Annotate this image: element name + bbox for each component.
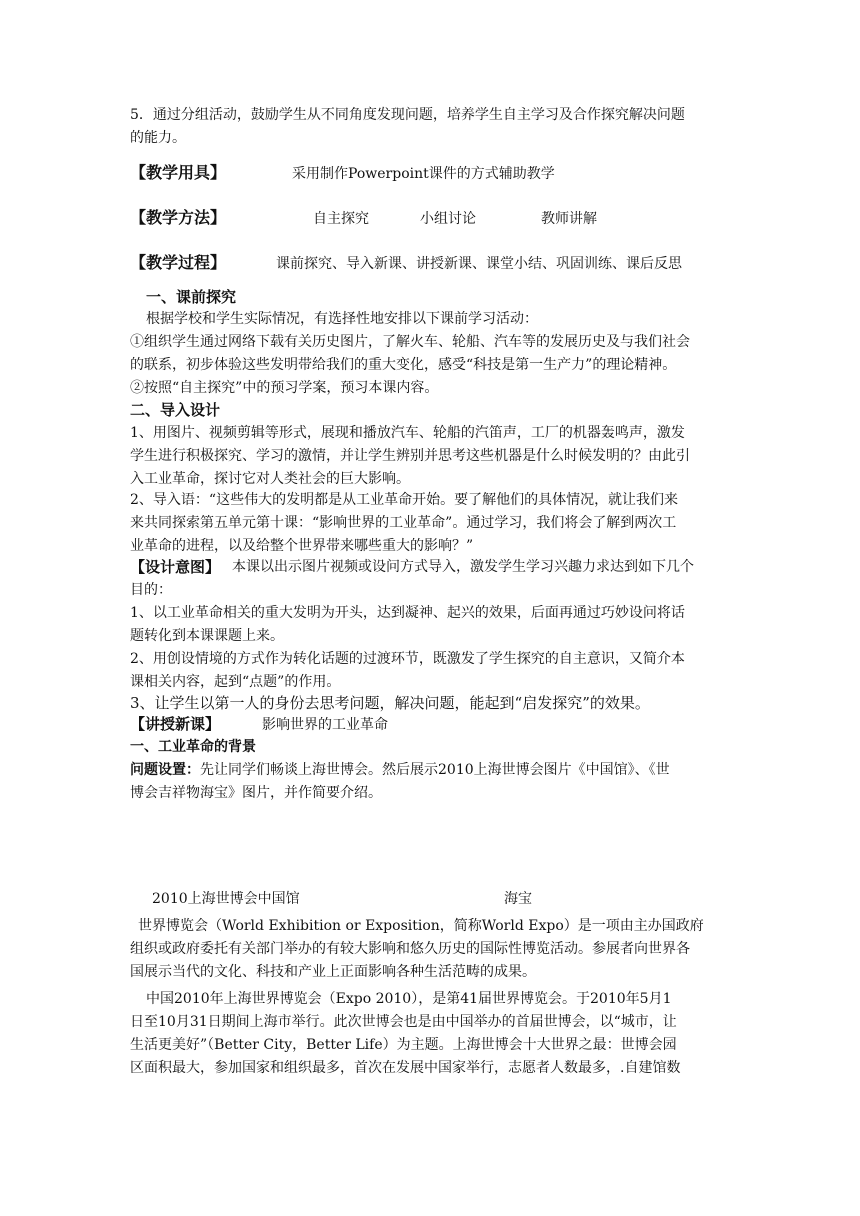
lecture-title: 影响世界的工业革命	[262, 717, 388, 733]
method-item-1: 自主探究	[313, 211, 369, 227]
part2-p2-line1: 2、导入语：“这些伟大的发明都是从工业革命开始。要了解他们的具体情况，就让我们来	[130, 492, 679, 508]
part2-p1-line2: 学生进行积极探究、学习的激情，并让学生辨别并思考这些机器是什么时候发明的？由此引	[130, 448, 690, 464]
caption-china-pavilion: 2010上海世博会中国馆	[152, 891, 300, 907]
tools-value: 采用制作Powerpoint课件的方式辅助教学	[292, 166, 555, 182]
part2-p2-line2: 来共同探索第五单元第十课：“影响世界的工业革命”。通过学习，我们将会了解到两次工	[130, 515, 677, 531]
lecture-label: 【讲授新课】	[130, 715, 221, 733]
para5-line2: 的能力。	[130, 130, 186, 146]
expo-p1-line3: 国展示当代的文化、科技和产业上正面影响各种生活范畴的成果。	[130, 964, 536, 980]
expo-p1-line1: 世界博览会（World Exhibition or Exposition，简称World Expo）是一项由主办国政府	[138, 918, 704, 934]
part1-intro: 根据学校和学生实际情况，有选择性地安排以下课前学习活动：	[146, 311, 538, 327]
question-line2: 博会吉祥物海宝》图片，并作简要介绍。	[130, 785, 382, 801]
method-item-2: 小组讨论	[420, 211, 476, 227]
caption-haibao: 海宝	[504, 891, 532, 907]
expo-p2-line3: 生活更美好”（Better City，Better Life）为主题。上海世博会十大世界之最：世博会园	[130, 1037, 677, 1053]
method-item-3: 教师讲解	[541, 211, 597, 227]
expo-p2-line1: 中国2010年上海世界博览会（Expo 2010），是第41届世界博览会。于2010年5月1	[146, 991, 672, 1007]
question-line1: 先让同学们畅谈上海世博会。然后展示2010上海世博会图片《中国馆》、《世	[200, 762, 670, 778]
design-label: 【设计意图】	[130, 558, 221, 576]
expo-p2-line2: 日至10月31日期间上海市举行。此次世博会也是由中国举办的首届世博会，以“城市，让	[130, 1014, 677, 1030]
lecture-sub1: 一、工业革命的背景	[130, 739, 256, 755]
expo-p1-line2: 组织或政府委托有关部门举办的有较大影响和悠久历史的国际性博览活动。参展者向世界各	[130, 941, 690, 957]
part2-heading: 二、导入设计	[130, 401, 221, 419]
part1-heading: 一、课前探究	[146, 288, 237, 306]
design-item1-line1: 1、以工业革命相关的重大发明为开头，达到凝神、起兴的效果，后面再通过巧妙设问将话	[130, 605, 685, 621]
design-line2: 目的：	[130, 582, 172, 598]
tools-label: 【教学用具】	[130, 163, 227, 182]
design-item2-line2: 课相关内容，起到“点题”的作用。	[130, 674, 341, 690]
para5-line1: 5．通过分组活动，鼓励学生从不同角度发现问题，培养学生自主学习及合作探究解决问题	[130, 107, 685, 123]
question-label: 问题设置：	[130, 762, 200, 778]
part2-p2-line3: 业革命的进程，以及给整个世界带来哪些重大的影响？”	[130, 538, 474, 554]
design-item3: 3、让学生以第一人的身份去思考问题，解决问题，能起到“启发探究”的效果。	[130, 694, 650, 712]
process-value: 课前探究、导入新课、讲授新课、课堂小结、巩固训练、课后反思	[276, 256, 682, 272]
part1-item2: ②按照“自主探究”中的预习学案，预习本课内容。	[130, 380, 439, 396]
design-item2-line1: 2、用创设情境的方式作为转化话题的过渡环节，既激发了学生探究的自主意识，又简介本	[130, 651, 685, 667]
part2-p1-line3: 入工业革命，探讨它对人类社会的巨大影响。	[130, 471, 410, 487]
design-item1-line2: 题转化到本课课题上来。	[130, 628, 284, 644]
part1-item1-line1: ①组织学生通过网络下载有关历史图片，了解火车、轮船、汽车等的发展历史及与我们社会	[130, 334, 690, 350]
process-label: 【教学过程】	[130, 253, 227, 272]
expo-p2-line4: 区面积最大，参加国家和组织最多，首次在发展中国家举行，志愿者人数最多，.自建馆数	[130, 1060, 681, 1076]
part2-p1-line1: 1、用图片、视频剪辑等形式，展现和播放汽车、轮船的汽笛声，工厂的机器轰鸣声，激发	[130, 425, 685, 441]
design-line1: 本课以出示图片视频或设问方式导入，激发学生学习兴趣力求达到如下几个	[232, 559, 694, 575]
part1-item1-line2: 的联系，初步体验这些发明带给我们的重大变化，感受“科技是第一生产力”的理论精神。	[130, 357, 677, 373]
methods-label: 【教学方法】	[130, 208, 227, 227]
